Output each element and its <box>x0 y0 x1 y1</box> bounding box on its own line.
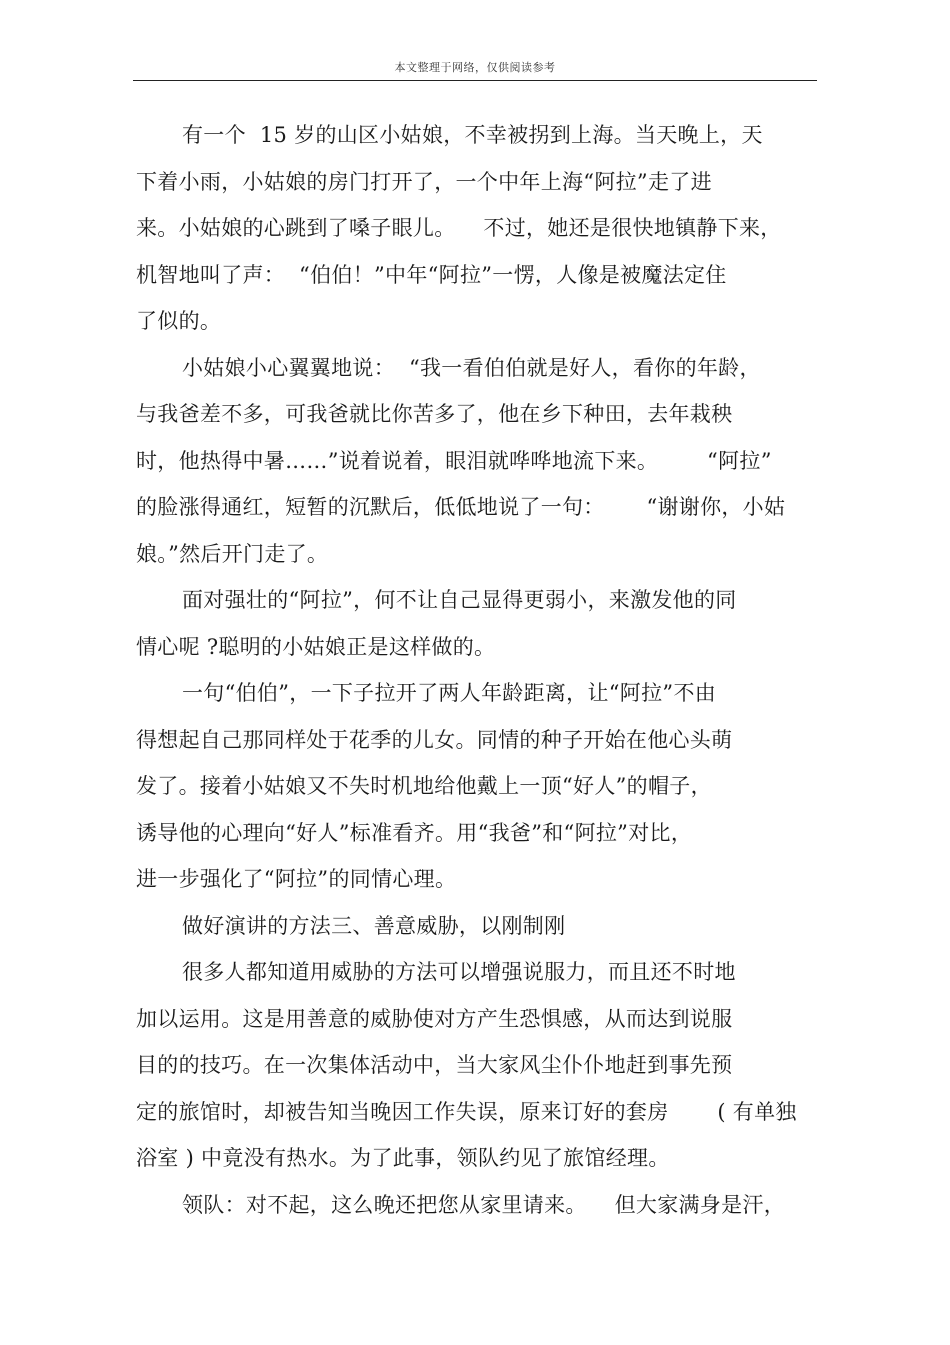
text-line: 诱导他的心理向“好人”标准看齐。用“我爸”和“阿拉”对比， <box>136 820 693 845</box>
text-line: 面对强壮的“阿拉”，何不让自己显得更弱小，来激发他的同 <box>182 588 737 612</box>
text-line: 小姑娘小心翼翼地说： “我一看伯伯就是好人，看你的年龄， <box>182 355 761 380</box>
text-line: 的脸涨得通红，短暂的沉默后，低低地说了一句： “谢谢你，小姑 <box>136 495 786 519</box>
text-line: 很多人都知道用威胁的方法可以增强说服力，而且还不时地 <box>182 960 736 984</box>
body-text <box>136 112 826 1228</box>
text-line: 情心呢 ?聪明的小姑娘正是这样做的。 <box>136 634 496 659</box>
text-line: 加以运用。这是用善意的威胁使对方产生恐惧感，从而达到说服 <box>136 1006 733 1031</box>
text-line: 一句“伯伯”，一下子拉开了两人年龄距离，让“阿拉”不由 <box>182 681 717 705</box>
text-line: 得想起自己那同样处于花季的儿女。同情的种子开始在他心头萌 <box>136 727 733 752</box>
header-text: 本文整理于网络，仅供阅读参考 <box>394 61 556 74</box>
text-line: 做好演讲的方法三、善意威胁，以刚制刚 <box>182 913 566 938</box>
text-line: 娘。”然后开门走了。 <box>136 541 329 566</box>
text-line: 来。小姑娘的心跳到了嗓子眼儿。 不过，她还是很快地镇静下来， <box>136 216 782 240</box>
text-line: 发了。接着小姑娘又不失时机地给他戴上一顶“好人”的帽子， <box>136 774 712 798</box>
page-header <box>133 56 817 81</box>
text-line: 进一步强化了“阿拉”的同情心理。 <box>136 867 457 891</box>
text-line: 时，他热得中暑……”说着说着，眼泪就哗哗地流下来。 “阿拉” <box>136 448 772 473</box>
text-line: 定的旅馆时，却被告知当晚因工作失误，原来订好的套房 ( 有单独 <box>136 1099 797 1124</box>
text-line: 目的的技巧。在一次集体活动中，当大家风尘仆仆地赶到事先预 <box>136 1053 733 1077</box>
text-line: 与我爸差不多，可我爸就比你苦多了，他在乡下种田，去年栽秧 <box>136 402 733 426</box>
text-line: 机智地叫了声： “伯伯！”中年“阿拉”一愣，人像是被魔法定住 <box>136 262 727 287</box>
text-line: 下着小雨，小姑娘的房门打开了，一个中年上海“阿拉”走了进 <box>136 169 712 194</box>
text-line: 浴室 ) 中竟没有热水。为了此事，领队约见了旅馆经理。 <box>136 1146 670 1170</box>
text-line: 领队：对不起，这么晚还把您从家里请来。 但大家满身是汗， <box>182 1192 785 1217</box>
text-line: 了似的。 <box>136 309 222 333</box>
text-line: 有一个 15 岁的山区小姑娘，不幸被拐到上海。当天晚上，天 <box>182 123 763 147</box>
